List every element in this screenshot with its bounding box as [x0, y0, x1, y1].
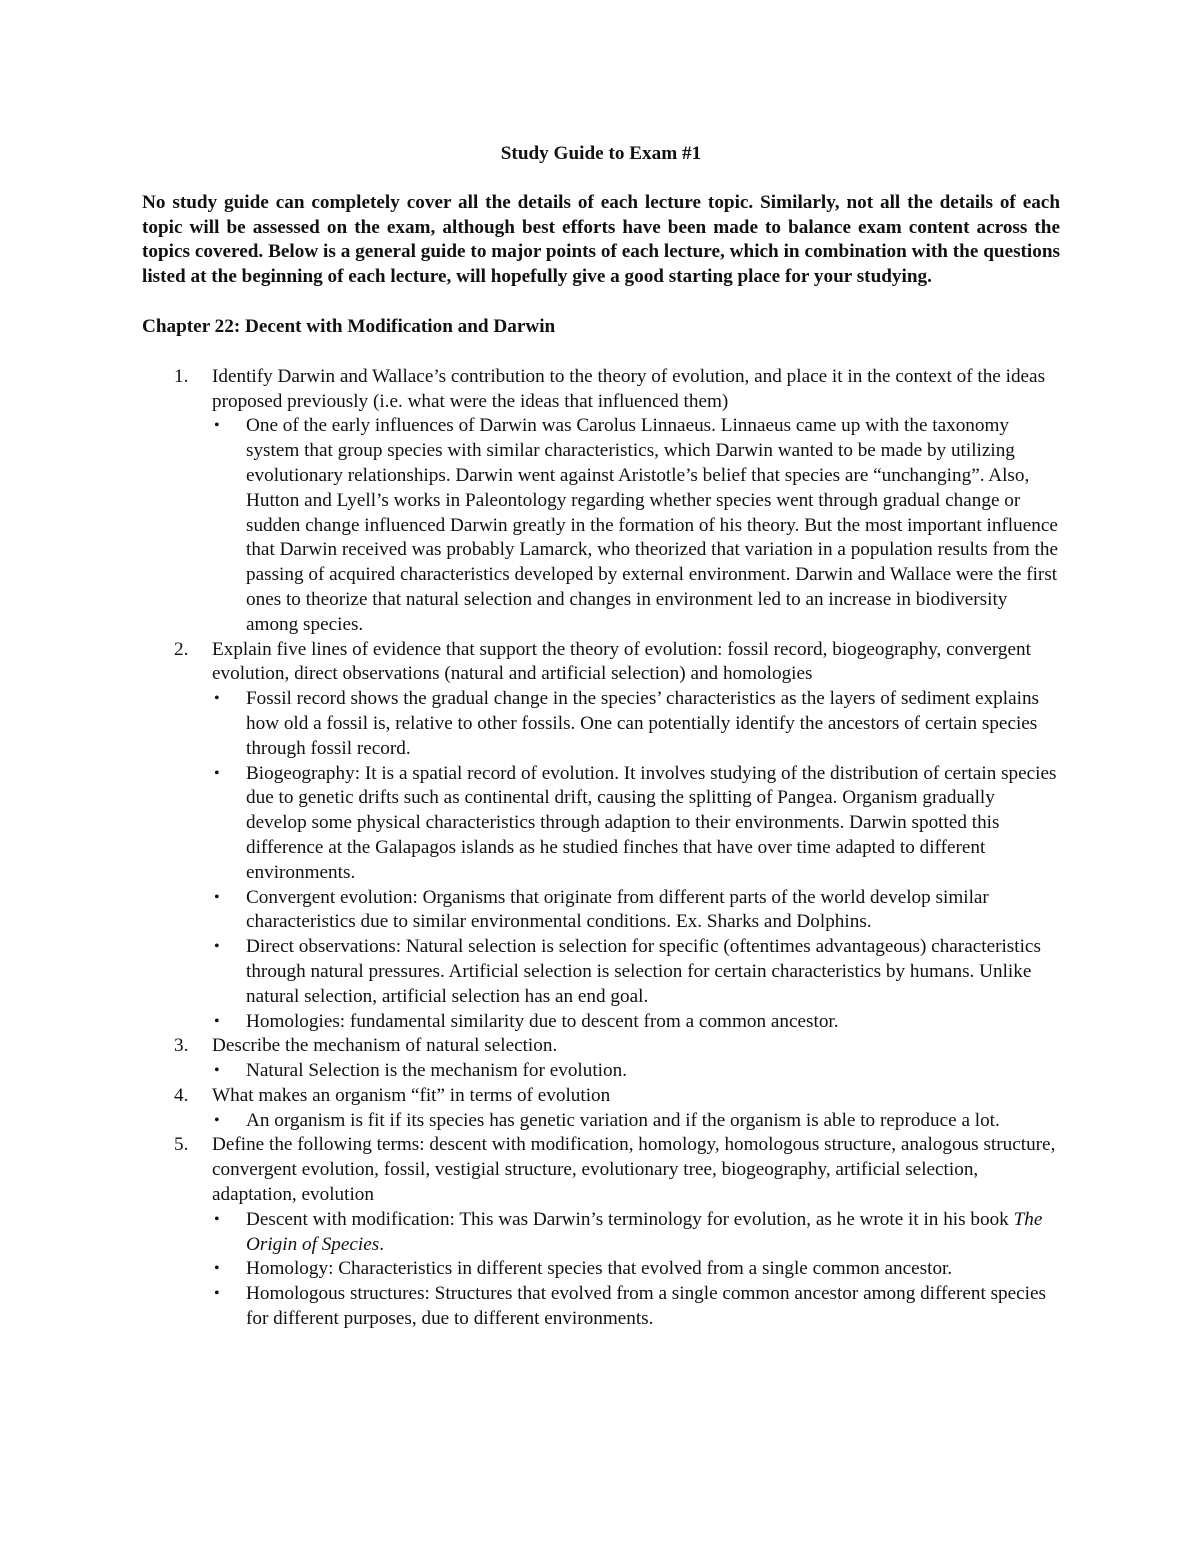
bullet-icon: •: [214, 1111, 220, 1129]
answer-item: [212, 935, 1060, 1009]
answer-text: Homologous structures: Structures that evolved from a single common ancestor among different species for different purposes, due to different environments.: [246, 1283, 1046, 1330]
bullet-icon: •: [214, 1210, 220, 1228]
answer-item: [212, 1109, 1060, 1134]
answer-text: Homologies: fundamental similarity due to descent from a common ancestor.: [246, 1010, 839, 1032]
document-title: Study Guide to Exam #1: [500, 143, 702, 164]
answer-text: Convergent evolution: Organisms that originate from different parts of the world develop similar characteristics due to similar environmental conditions. Ex. Sharks and Dolphins.: [246, 886, 989, 933]
question-item: [142, 1034, 1060, 1084]
question-number: 1.: [174, 365, 189, 387]
book-title-suffix: .: [379, 1233, 385, 1255]
question-text: Identify Darwin and Wallace’s contribution to the theory of evolution, and place it in the context of the ideas proposed previously (i.e. what were the ideas that influenced them): [212, 365, 1046, 412]
question-number: 5.: [174, 1134, 189, 1156]
answer-item: [212, 687, 1060, 761]
answer-list: [212, 1109, 1060, 1134]
answer-item: [212, 886, 1060, 936]
book-title: The Origin of Species: [246, 1208, 1043, 1255]
answer-text: [246, 1209, 1042, 1255]
intro-paragraph: No study guide can completely cover all the details of each lecture topic. Similarly, not all the details of each topic will be assessed on the exam, although best efforts have been made to balance exam content across the topics covered. Below is a general guide to major points of each lecture, which in combination with the questions listed at the beginning of each lecture, will hopefully give a good starting place for your studying.: [142, 191, 1060, 288]
question-text: Describe the mechanism of natural selection.: [212, 1035, 558, 1057]
question-number: 4.: [174, 1084, 189, 1106]
answer-text: An organism is fit if its species has genetic variation and if the organism is able to reproduce a lot.: [246, 1109, 1000, 1131]
chapter-heading: Chapter 22: Decent with Modification and Darwin: [142, 315, 556, 337]
question-item: [142, 638, 1060, 1035]
answer-item: [212, 1257, 1060, 1282]
answer-text: Homology: Characteristics in different species that evolved from a single common ancestor.: [246, 1258, 953, 1280]
answer-text: Natural Selection is the mechanism for evolution.: [246, 1060, 627, 1082]
question-list: [142, 365, 1060, 1332]
bullet-icon: •: [214, 1260, 220, 1278]
question-item: [142, 1133, 1060, 1331]
question-item: [142, 365, 1060, 638]
question-text: What makes an organism “fit” in terms of evolution: [212, 1084, 611, 1106]
question-item: [142, 1084, 1060, 1134]
question-number: 3.: [174, 1035, 189, 1057]
bullet-icon: •: [214, 1062, 220, 1080]
answer-item: [212, 1010, 1060, 1035]
answer-list: [212, 687, 1060, 1034]
bullet-icon: •: [214, 938, 220, 956]
answer-text: One of the early influences of Darwin was Carolus Linnaeus. Linnaeus came up with the taxonomy system that group species with similar characteristics, which Darwin wanted to be made by utilizing evolutionary relationships. Darwin went against Aristotle’s belief that species are “unchanging”. Also, Hutton and Lyell’s works in Paleontology regarding whether species went through gradual change or sudden change influenced Darwin greatly in the formation of his theory. But the most important influence that Darwin received was probably Lamarck, who theorized that variation in a population results from the passing of acquired characteristics developed by external environment. Darwin and Wallace were the first ones to theorize that natural selection and changes in environment led to an increase in biodiversity among species.: [246, 415, 1059, 635]
answer-text: Fossil record shows the gradual change in the species’ characteristics as the layers of sediment explains how old a fossil is, relative to other fossils. One can potentially identify the ancestors of certain species through fossil record.: [246, 688, 1040, 759]
answer-item: [212, 1208, 1060, 1258]
answer-item: [212, 414, 1060, 637]
bullet-icon: •: [214, 764, 220, 782]
document-page: [142, 140, 1060, 1332]
answer-text-lead: Descent with modification: This was Darwin’s terminology for evolution, as he wrote it in his book: [246, 1208, 1014, 1230]
answer-item: [212, 762, 1060, 886]
answer-list: [212, 1208, 1060, 1332]
question-number: 2.: [174, 638, 189, 660]
answer-text: Biogeography: It is a spatial record of evolution. It involves studying of the distribution of certain species due to genetic drifts such as continental drift, causing the splitting of Pangea. Organism gradually develop some physical characteristics through adaption to their environments. Darwin spotted this difference at the Galapagos islands as he studied finches that have over time adapted to different environments.: [246, 762, 1057, 883]
bullet-icon: •: [214, 690, 220, 708]
answer-list: [212, 414, 1060, 637]
bullet-icon: •: [214, 888, 220, 906]
bullet-icon: •: [214, 417, 220, 435]
bullet-icon: •: [214, 1012, 220, 1030]
answer-list: [212, 1059, 1060, 1084]
answer-text: Direct observations: Natural selection is selection for specific (oftentimes advantageous) characteristics through natural pressures. Artificial selection is selection for certain characteristics by humans. Unlike natural selection, artificial selection has an end goal.: [246, 936, 1041, 1007]
answer-item: [212, 1282, 1060, 1332]
question-text: Define the following terms: descent with modification, homology, homologous structure, analogous structure, convergent evolution, fossil, vestigial structure, evolutionary tree, biogeography, artificial selection, adaptation, evolution: [212, 1134, 1056, 1206]
answer-item: [212, 1059, 1060, 1084]
bullet-icon: •: [214, 1285, 220, 1303]
question-text: Explain five lines of evidence that support the theory of evolution: fossil record, biogeography, convergent evolution, direct observations (natural and artificial selection) and homologies: [212, 638, 1031, 685]
